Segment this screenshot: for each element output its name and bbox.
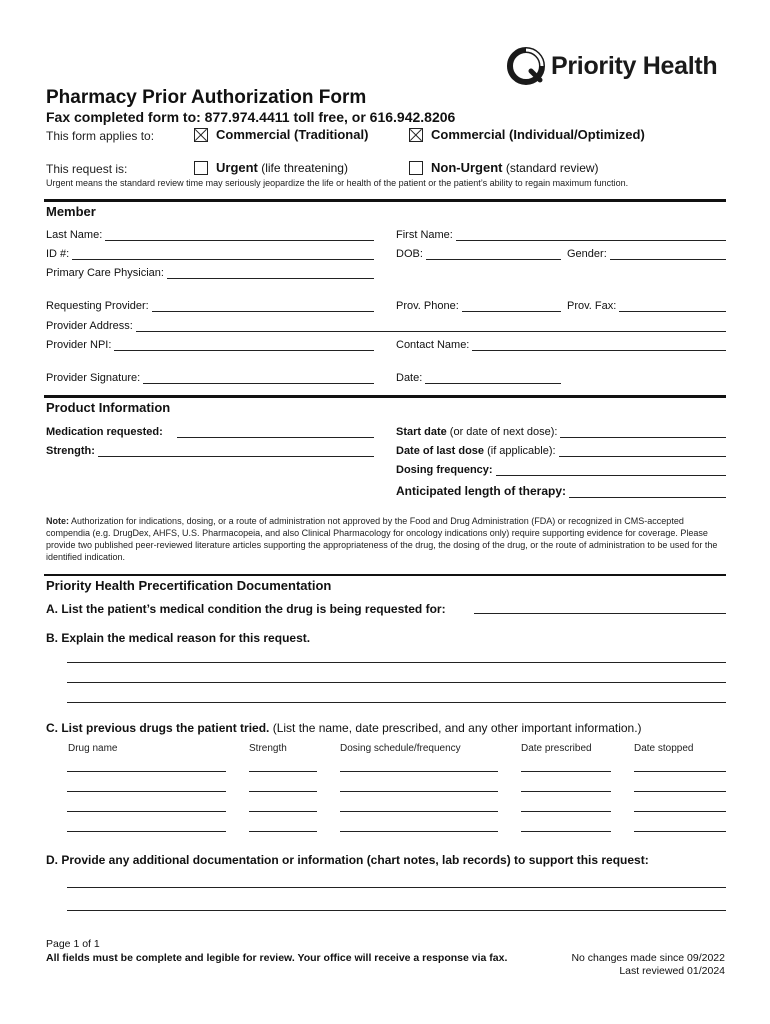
strength-field[interactable]: Strength:: [46, 445, 374, 457]
requesting-provider-field[interactable]: Requesting Provider:: [46, 300, 374, 312]
fax-instructions: Fax completed form to: 877.974.4411 toll free, or 616.942.8206: [46, 109, 456, 125]
answer-a-line[interactable]: [474, 613, 726, 614]
contact-name-field[interactable]: Contact Name:: [396, 339, 726, 351]
answer-b-line[interactable]: [67, 702, 726, 703]
drug-table-cell-line[interactable]: [521, 791, 611, 792]
drug-table-cell-line[interactable]: [67, 811, 226, 812]
provider-address-field[interactable]: Provider Address:: [46, 320, 726, 332]
drug-table-cell-line[interactable]: [521, 831, 611, 832]
brand-logo: [507, 44, 717, 88]
drug-table-cell-line[interactable]: [521, 771, 611, 772]
drug-table-cell-line[interactable]: [340, 791, 498, 792]
urgent-note: Urgent means the standard review time may seriously jeopardize the life or health of the patient or the patient’s ability to regain maximum function.: [46, 178, 629, 188]
footer-changes: No changes made since 09/2022: [571, 952, 725, 964]
medication-field[interactable]: Medication requested:: [46, 426, 374, 438]
column-header-strength: Strength: [249, 743, 287, 754]
question-a: A. List the patient’s medical condition the drug is being requested for:: [46, 602, 446, 616]
drug-table-cell-line[interactable]: [634, 811, 726, 812]
dob-field[interactable]: DOB:: [396, 248, 561, 260]
product-heading: Product Information: [46, 400, 171, 415]
drug-table-cell-line[interactable]: [340, 831, 498, 832]
question-c: C. List previous drugs the patient tried. (List the name, date prescribed, and any other important information.): [46, 721, 642, 735]
precert-heading: Priority Health Precertification Documentation: [46, 578, 332, 593]
column-header-date-stopped: Date stopped: [634, 743, 694, 754]
prov-fax-field[interactable]: Prov. Fax:: [567, 300, 726, 312]
section-divider: [44, 574, 726, 576]
drug-table-cell-line[interactable]: [67, 831, 226, 832]
provider-signature-field[interactable]: Provider Signature:: [46, 372, 374, 384]
first-name-field[interactable]: First Name:: [396, 229, 726, 241]
question-b: B. Explain the medical reason for this request.: [46, 631, 311, 645]
last-dose-field[interactable]: Date of last dose (if applicable):: [396, 445, 726, 457]
column-header-dosing: Dosing schedule/frequency: [340, 743, 461, 754]
start-date-field[interactable]: Start date (or date of next dose):: [396, 426, 726, 438]
prov-phone-field[interactable]: Prov. Phone:: [396, 300, 561, 312]
drug-table-cell-line[interactable]: [249, 771, 317, 772]
last-name-field[interactable]: Last Name:: [46, 229, 374, 241]
footer-reviewed: Last reviewed 01/2024: [619, 965, 725, 977]
checkbox-non-urgent[interactable]: Non-Urgent (standard review): [409, 160, 599, 175]
request-label: This request is:: [46, 162, 128, 176]
gender-field[interactable]: Gender:: [567, 248, 726, 260]
checkbox-empty-icon[interactable]: [194, 161, 208, 175]
drug-table-cell-line[interactable]: [634, 831, 726, 832]
drug-table-cell-line[interactable]: [634, 771, 726, 772]
answer-d-line[interactable]: [67, 910, 726, 911]
provider-npi-field[interactable]: Provider NPI:: [46, 339, 374, 351]
checkbox-commercial-individual[interactable]: Commercial (Individual/Optimized): [409, 127, 645, 142]
drug-table-cell-line[interactable]: [249, 791, 317, 792]
drug-table-cell-line[interactable]: [340, 771, 498, 772]
answer-b-line[interactable]: [67, 662, 726, 663]
form-title: Pharmacy Prior Authorization Form: [46, 87, 367, 108]
anticipated-length-field[interactable]: Anticipated length of therapy:: [396, 484, 726, 498]
priority-health-logo-icon: [507, 47, 545, 85]
checkbox-checked-icon[interactable]: [194, 128, 208, 142]
answer-d-line[interactable]: [67, 887, 726, 888]
column-header-drug-name: Drug name: [68, 743, 118, 754]
pcp-field[interactable]: Primary Care Physician:: [46, 267, 374, 279]
applies-label: This form applies to:: [46, 129, 155, 143]
column-header-date-prescribed: Date prescribed: [521, 743, 592, 754]
date-field[interactable]: Date:: [396, 372, 561, 384]
brand-name: Priority Health: [551, 51, 718, 80]
checkbox-empty-icon[interactable]: [409, 161, 423, 175]
fda-note: Note: Authorization for indications, dosing, or a route of administration not approved by the Food and Drug Administration (FDA) or recognized in CMS-accepted compendia (e.g. DrugDex, AHFS, U.S. Pharmacopeia, and also Clinical Pharmacology for oncology indications only) require supporting evidence for coverage. Please provide two published peer-reviewed literature articles supporting the appropriateness of the drug, the dosing of the drug, or the route of administration to be used for the identified indication.: [46, 516, 718, 562]
drug-table-cell-line[interactable]: [67, 771, 226, 772]
question-d: D. Provide any additional documentation or information (chart notes, lab records) to support this request:: [46, 853, 649, 867]
checkbox-checked-icon[interactable]: [409, 128, 423, 142]
drug-table-cell-line[interactable]: [340, 811, 498, 812]
drug-table-cell-line[interactable]: [521, 811, 611, 812]
section-divider: [44, 199, 726, 202]
id-field[interactable]: ID #:: [46, 248, 374, 260]
drug-table-cell-line[interactable]: [67, 791, 226, 792]
footer-instruction: All fields must be complete and legible for review. Your office will receive a response via fax.: [46, 952, 508, 964]
page-number: Page 1 of 1: [46, 938, 100, 950]
drug-table-cell-line[interactable]: [634, 791, 726, 792]
member-heading: Member: [46, 204, 96, 219]
drug-table-cell-line[interactable]: [249, 831, 317, 832]
answer-b-line[interactable]: [67, 682, 726, 683]
section-divider: [44, 395, 726, 398]
checkbox-urgent[interactable]: Urgent (life threatening): [194, 160, 348, 175]
checkbox-commercial-traditional[interactable]: Commercial (Traditional): [194, 127, 368, 142]
drug-table-cell-line[interactable]: [249, 811, 317, 812]
dosing-frequency-field[interactable]: Dosing frequency:: [396, 464, 726, 476]
